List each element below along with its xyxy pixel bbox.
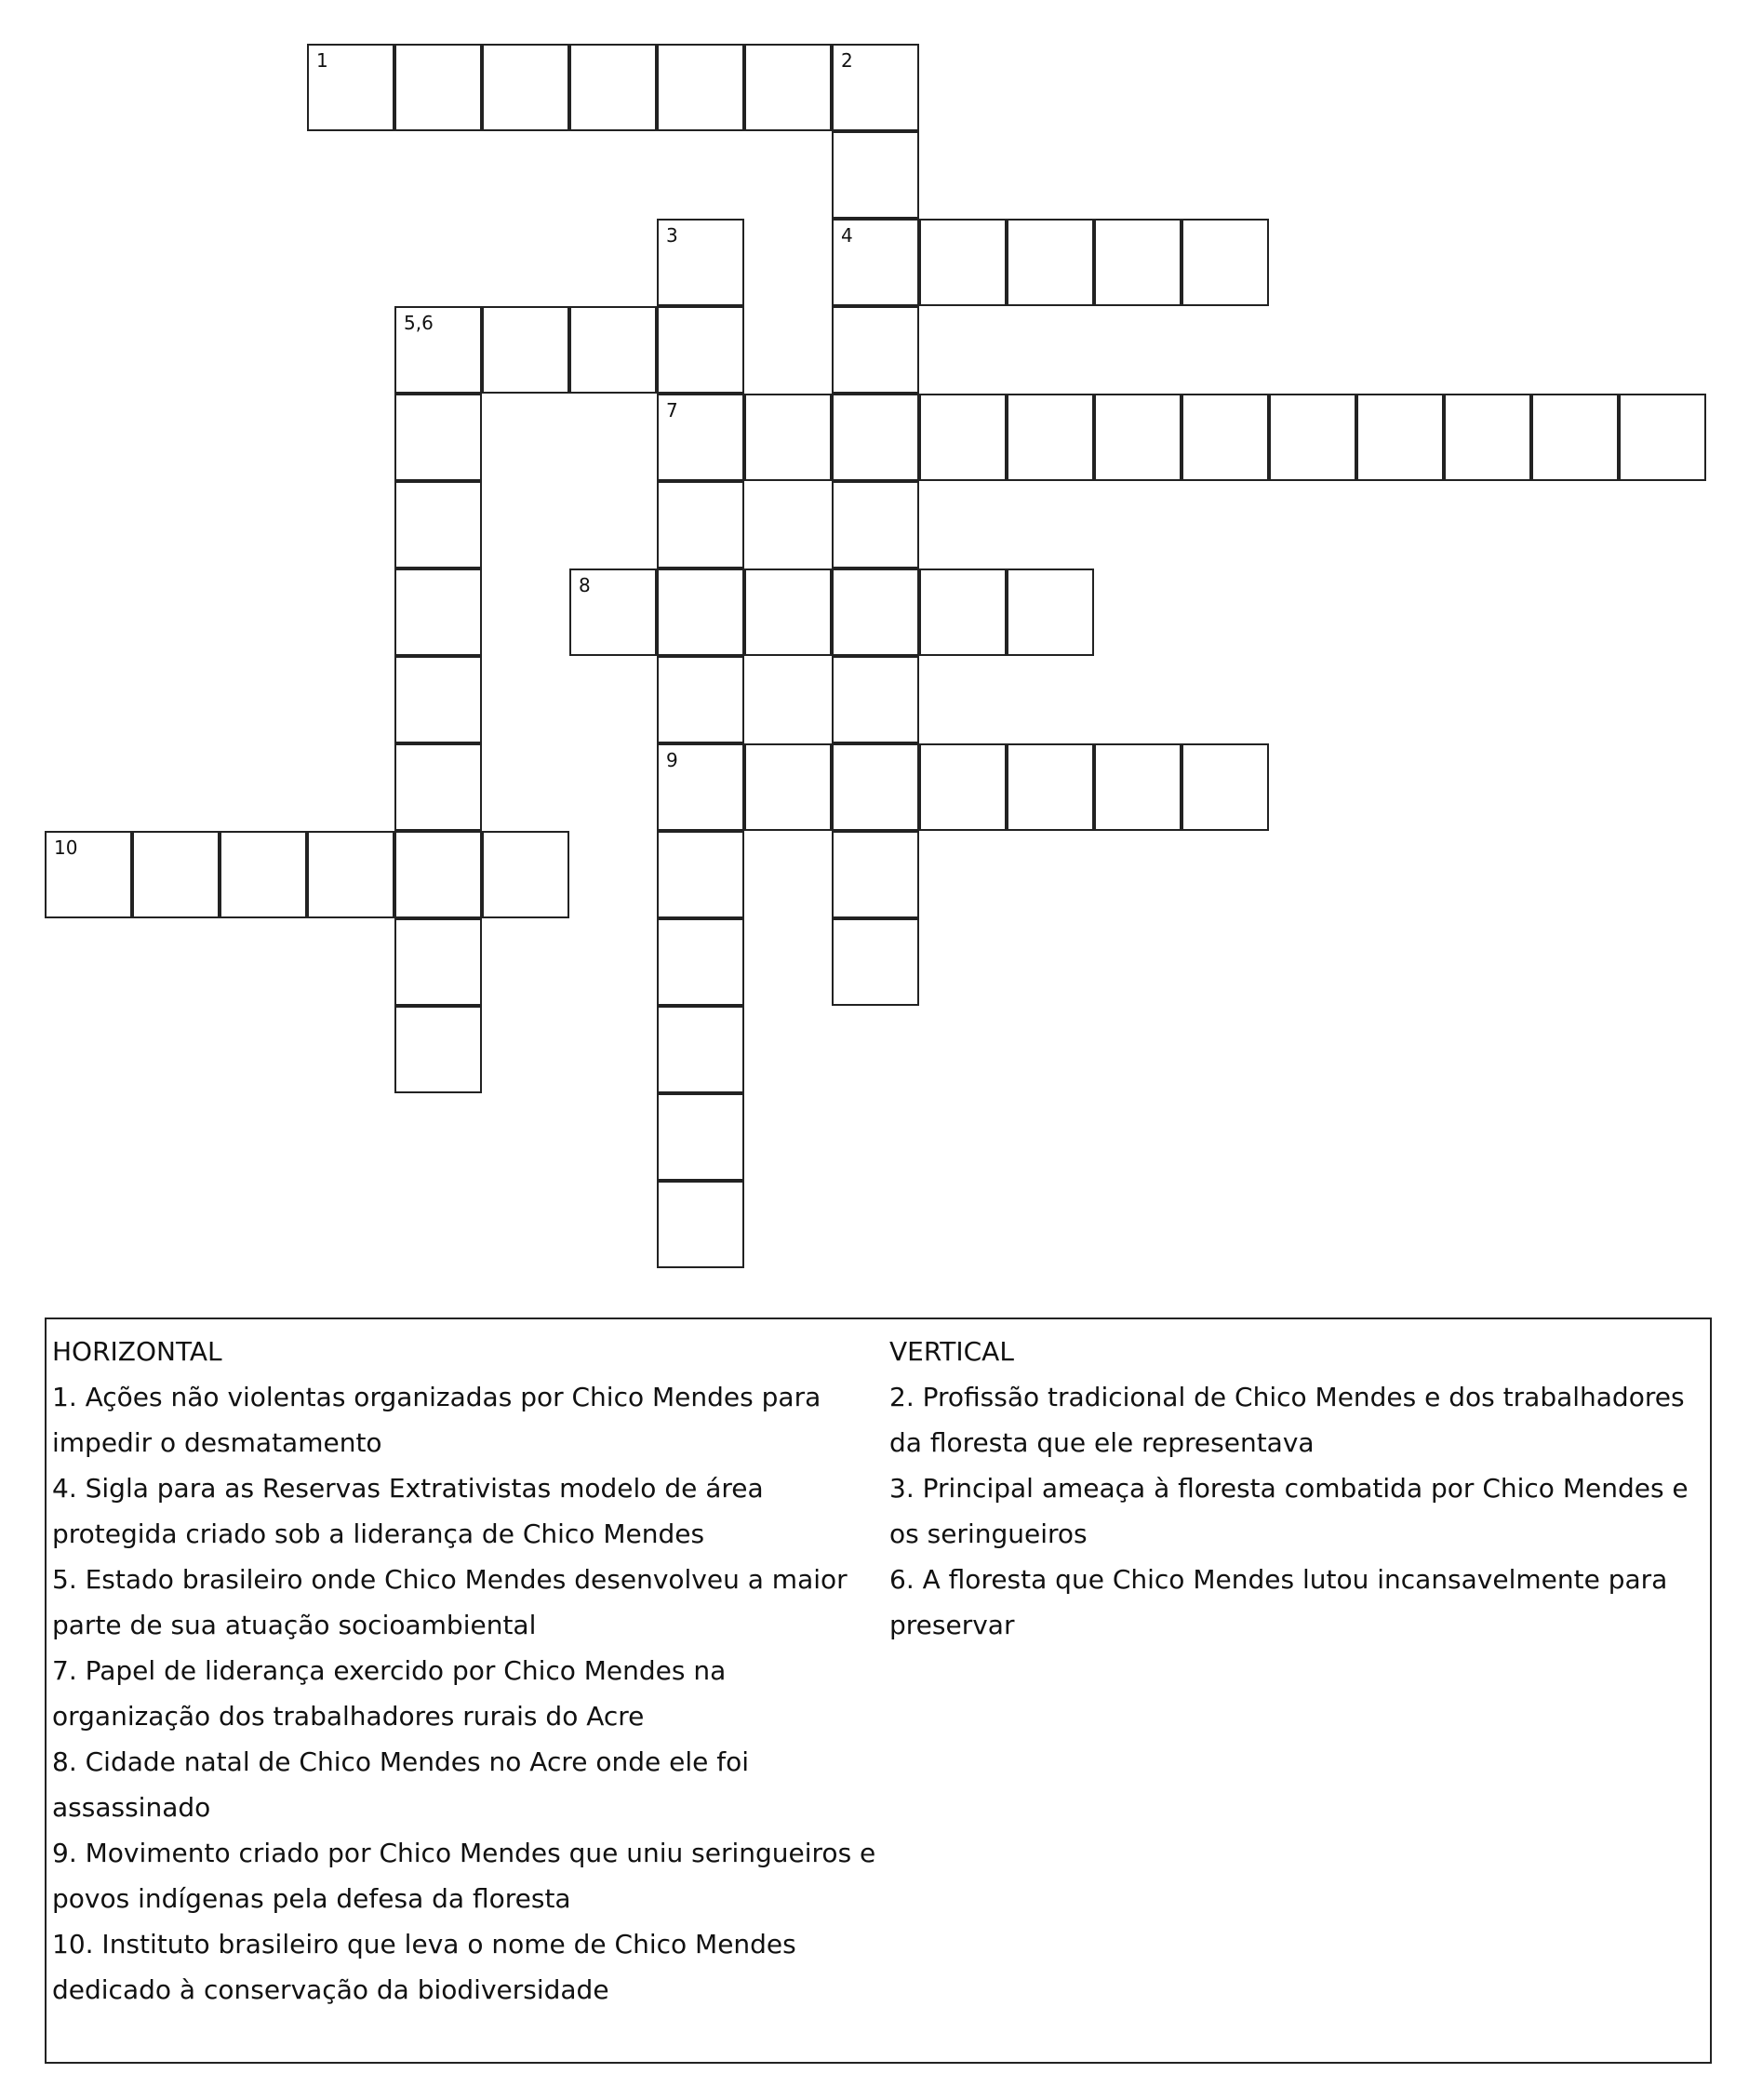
grid-cell[interactable]	[657, 743, 744, 831]
clue-number: 2	[841, 49, 853, 72]
cell-letter-input[interactable]	[659, 308, 742, 392]
cell-letter-input[interactable]	[834, 395, 917, 479]
clue-horizontal-10: 10. Instituto brasileiro que leva o nome de Chico Mendes dedicado à conservação da biodiversidade	[52, 1929, 796, 2005]
clue-vertical-6: 6. A floresta que Chico Mendes lutou incansavelmente para preservar	[889, 1564, 1668, 1640]
cell-letter-input[interactable]	[1096, 221, 1180, 304]
cell-letter-input[interactable]	[484, 308, 567, 392]
grid-cell[interactable]	[307, 44, 394, 131]
clue-horizontal-7: 7. Papel de liderança exercido por Chico Mendes na organização dos trabalhadores rurais do Acre	[52, 1655, 727, 1732]
grid-cell[interactable]	[832, 743, 919, 831]
cell-letter-input[interactable]	[396, 920, 480, 1004]
grid-cell[interactable]	[832, 44, 919, 131]
grid-cell[interactable]	[657, 831, 744, 918]
cell-letter-input[interactable]	[834, 658, 917, 742]
cell-letter-input[interactable]	[1183, 221, 1267, 304]
cell-letter-input[interactable]	[834, 46, 917, 129]
cell-letter-input[interactable]	[659, 1183, 742, 1266]
cell-letter-input[interactable]	[1008, 570, 1092, 654]
grid-cell[interactable]	[744, 568, 832, 656]
grid-cell[interactable]	[919, 219, 1007, 306]
clue-number: 8	[579, 574, 591, 596]
grid-cell[interactable]	[394, 1006, 482, 1093]
grid-cell[interactable]	[569, 306, 657, 394]
cell-letter-input[interactable]	[834, 833, 917, 916]
cell-letter-input[interactable]	[396, 46, 480, 129]
grid-cell[interactable]	[307, 831, 394, 918]
cell-letter-input[interactable]	[1008, 745, 1092, 829]
grid-cell[interactable]	[1007, 743, 1094, 831]
grid-cell[interactable]	[657, 394, 744, 481]
grid-cell[interactable]	[832, 394, 919, 481]
grid-cell[interactable]	[657, 1093, 744, 1181]
grid-cell[interactable]	[394, 481, 482, 568]
grid-cell[interactable]	[832, 918, 919, 1006]
cell-letter-input[interactable]	[921, 221, 1005, 304]
cell-letter-input[interactable]	[834, 221, 917, 304]
grid-cell[interactable]	[1094, 743, 1182, 831]
grid-cell[interactable]	[657, 1181, 744, 1268]
grid-cell[interactable]	[744, 44, 832, 131]
clue-horizontal-8: 8. Cidade natal de Chico Mendes no Acre onde ele foi assassinado	[52, 1746, 750, 1823]
grid-cell[interactable]	[1356, 394, 1444, 481]
grid-cell[interactable]	[657, 1006, 744, 1093]
cell-letter-input[interactable]	[396, 395, 480, 479]
cell-letter-input[interactable]	[659, 745, 742, 829]
clue-number: 1	[316, 49, 328, 72]
cell-letter-input[interactable]	[1533, 395, 1617, 479]
cell-letter-input[interactable]	[484, 46, 567, 129]
cell-letter-input[interactable]	[396, 1008, 480, 1091]
grid-cell[interactable]	[1007, 394, 1094, 481]
clue-horizontal-1: 1. Ações não violentas organizadas por Chico Mendes para impedir o desmatamento	[52, 1382, 821, 1458]
grid-cell[interactable]	[394, 44, 482, 131]
cell-letter-input[interactable]	[659, 395, 742, 479]
cell-letter-input[interactable]	[1446, 395, 1529, 479]
grid-cell[interactable]	[832, 831, 919, 918]
grid-cell[interactable]	[45, 831, 132, 918]
grid-cell[interactable]	[1182, 743, 1269, 831]
cell-letter-input[interactable]	[659, 1008, 742, 1091]
grid-cell[interactable]	[657, 568, 744, 656]
grid-cell[interactable]	[657, 219, 744, 306]
cell-letter-input[interactable]	[659, 46, 742, 129]
grid-cell[interactable]	[657, 481, 744, 568]
grid-cell[interactable]	[394, 918, 482, 1006]
grid-cell[interactable]	[220, 831, 307, 918]
cell-letter-input[interactable]	[47, 833, 130, 916]
cell-letter-input[interactable]	[1183, 745, 1267, 829]
cell-letter-input[interactable]	[659, 833, 742, 916]
cell-letter-input[interactable]	[834, 308, 917, 392]
cell-letter-input[interactable]	[834, 570, 917, 654]
grid-cell[interactable]	[394, 743, 482, 831]
clue-horizontal-9: 9. Movimento criado por Chico Mendes que uniu seringueiros e povos indígenas pela defesa da floresta	[52, 1838, 876, 1914]
grid-cell[interactable]	[744, 394, 832, 481]
cell-letter-input[interactable]	[1008, 221, 1092, 304]
grid-cell[interactable]	[832, 219, 919, 306]
cell-letter-input[interactable]	[834, 133, 917, 217]
clue-vertical-2: 2. Profissão tradicional de Chico Mendes e dos trabalhadores da floresta que ele representava	[889, 1382, 1685, 1458]
grid-cell[interactable]	[1444, 394, 1531, 481]
cell-letter-input[interactable]	[309, 833, 393, 916]
grid-cell[interactable]	[657, 44, 744, 131]
cell-letter-input[interactable]	[396, 658, 480, 742]
grid-cell[interactable]	[394, 568, 482, 656]
cell-letter-input[interactable]	[309, 46, 393, 129]
cell-letter-input[interactable]	[921, 570, 1005, 654]
grid-cell[interactable]	[1182, 219, 1269, 306]
cell-letter-input[interactable]	[396, 483, 480, 567]
cell-letter-input[interactable]	[1271, 395, 1355, 479]
cell-letter-input[interactable]	[571, 570, 655, 654]
grid-cell[interactable]	[1007, 568, 1094, 656]
cell-letter-input[interactable]	[1008, 395, 1092, 479]
clues-box	[45, 1318, 1712, 2064]
cell-letter-input[interactable]	[746, 395, 830, 479]
cell-letter-input[interactable]	[659, 658, 742, 742]
vertical-clues	[889, 1329, 1708, 1648]
grid-cell[interactable]	[394, 831, 482, 918]
grid-cell[interactable]	[1269, 394, 1356, 481]
cell-letter-input[interactable]	[659, 221, 742, 304]
grid-cell[interactable]	[657, 306, 744, 394]
cell-letter-input[interactable]	[396, 570, 480, 654]
grid-cell[interactable]	[1619, 394, 1706, 481]
vertical-title: VERTICAL	[889, 1336, 1014, 1367]
cell-letter-input[interactable]	[921, 745, 1005, 829]
clue-number: 3	[666, 224, 678, 247]
clue-horizontal-4: 4. Sigla para as Reservas Extrativistas modelo de área protegida criado sob a liderança de Chico Mendes	[52, 1473, 764, 1549]
grid-cell[interactable]	[394, 394, 482, 481]
grid-cell[interactable]	[657, 656, 744, 743]
horizontal-clues	[52, 1329, 880, 2013]
clue-number: 4	[841, 224, 853, 247]
grid-cell[interactable]	[919, 568, 1007, 656]
grid-cell[interactable]	[1007, 219, 1094, 306]
grid-cell[interactable]	[1531, 394, 1619, 481]
clue-number: 5,6	[404, 312, 434, 334]
cell-letter-input[interactable]	[134, 833, 218, 916]
grid-cell[interactable]	[569, 44, 657, 131]
cell-letter-input[interactable]	[834, 920, 917, 1004]
grid-cell[interactable]	[1182, 394, 1269, 481]
clue-number: 7	[666, 399, 678, 421]
clue-horizontal-5: 5. Estado brasileiro onde Chico Mendes desenvolveu a maior parte de sua atuação socioambiental	[52, 1564, 848, 1640]
cell-letter-input[interactable]	[1183, 395, 1267, 479]
grid-cell[interactable]	[919, 743, 1007, 831]
horizontal-title: HORIZONTAL	[52, 1336, 222, 1367]
cell-letter-input[interactable]	[571, 46, 655, 129]
cell-letter-input[interactable]	[396, 833, 480, 916]
cell-letter-input[interactable]	[659, 483, 742, 567]
grid-cell[interactable]	[1094, 219, 1182, 306]
cell-letter-input[interactable]	[484, 833, 567, 916]
cell-letter-input[interactable]	[1096, 395, 1180, 479]
cell-letter-input[interactable]	[1621, 395, 1704, 479]
grid-cell[interactable]	[919, 394, 1007, 481]
grid-cell[interactable]	[132, 831, 220, 918]
cell-letter-input[interactable]	[746, 46, 830, 129]
grid-cell[interactable]	[657, 918, 744, 1006]
clue-number: 10	[54, 836, 78, 859]
cell-letter-input[interactable]	[834, 745, 917, 829]
grid-cell[interactable]	[394, 656, 482, 743]
cell-letter-input[interactable]	[396, 308, 480, 392]
grid-cell[interactable]	[1094, 394, 1182, 481]
grid-cell[interactable]	[832, 656, 919, 743]
grid-cell[interactable]	[832, 306, 919, 394]
grid-cell[interactable]	[394, 306, 482, 394]
cell-letter-input[interactable]	[659, 570, 742, 654]
cell-letter-input[interactable]	[746, 570, 830, 654]
cell-letter-input[interactable]	[659, 1095, 742, 1179]
clue-vertical-3: 3. Principal ameaça à floresta combatida por Chico Mendes e os seringueiros	[889, 1473, 1689, 1549]
cell-letter-input[interactable]	[571, 308, 655, 392]
cell-letter-input[interactable]	[659, 920, 742, 1004]
grid-cell[interactable]	[832, 131, 919, 219]
cell-letter-input[interactable]	[1358, 395, 1442, 479]
cell-letter-input[interactable]	[1096, 745, 1180, 829]
grid-cell[interactable]	[569, 568, 657, 656]
cell-letter-input[interactable]	[746, 745, 830, 829]
grid-cell[interactable]	[482, 831, 569, 918]
cell-letter-input[interactable]	[921, 395, 1005, 479]
cell-letter-input[interactable]	[396, 745, 480, 829]
grid-cell[interactable]	[832, 481, 919, 568]
cell-letter-input[interactable]	[834, 483, 917, 567]
cell-letter-input[interactable]	[221, 833, 305, 916]
grid-cell[interactable]	[832, 568, 919, 656]
grid-cell[interactable]	[744, 743, 832, 831]
grid-cell[interactable]	[482, 306, 569, 394]
grid-cell[interactable]	[482, 44, 569, 131]
clue-number: 9	[666, 749, 678, 771]
